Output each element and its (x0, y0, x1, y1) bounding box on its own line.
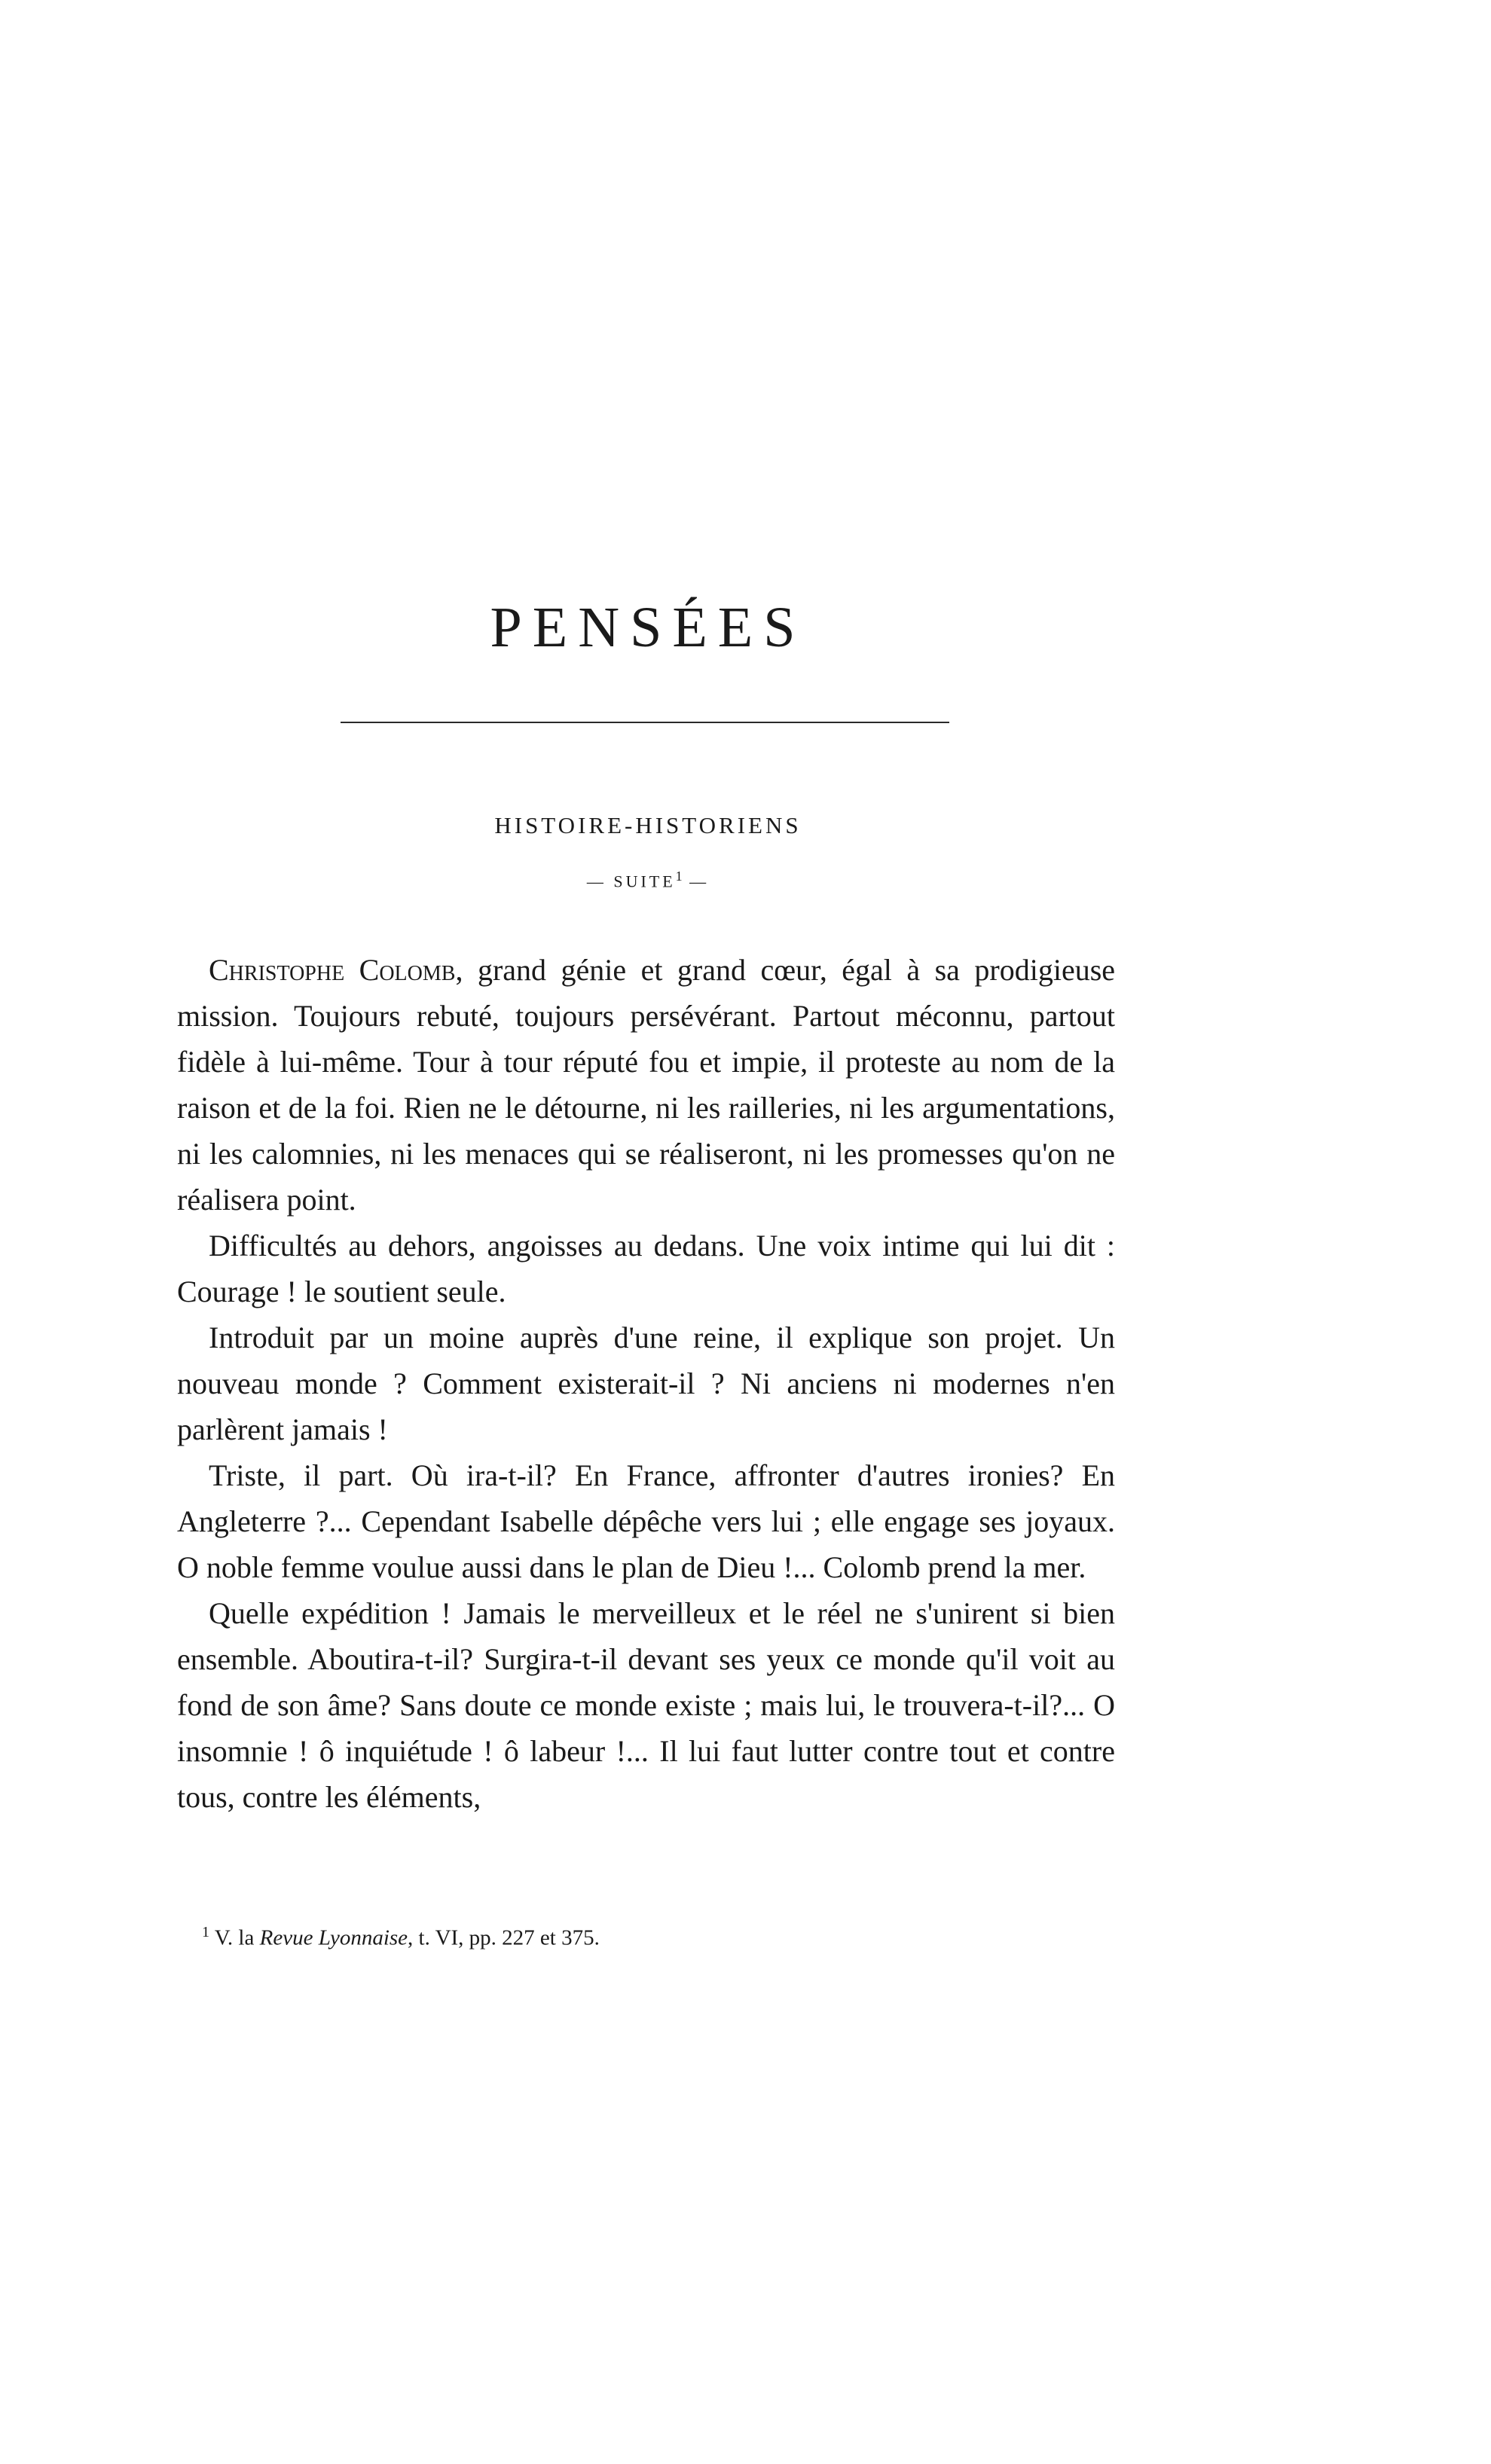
footnote-mark: 1 (202, 1924, 209, 1940)
paragraph (177, 947, 1115, 1223)
footnote-journal: Revue Lyonnaise (259, 1925, 408, 1950)
paragraph: Difficultés au dehors, angoisses au dedans. Une voix intime qui lui dit : Courage ! le soutient seule. (177, 1229, 1115, 1308)
suite-text: — SUITE (586, 872, 676, 891)
footnote-suffix: , t. VI, pp. 227 et 375. (408, 1925, 600, 1950)
suite-footnote-mark: 1 (675, 869, 683, 884)
paragraph: Quelle expédition ! Jamais le merveilleux et le réel ne s'unirent si bien ensemble. Aboutira-t-il? Surgira-t-il devant ses yeux ce monde qu'il voit au fond de son âme? Sans doute ce monde existe ; mais lui, le trouvera-t-il?... O insomnie ! ô inquiétude ! ô labeur !... Il lui faut lutter contre tout et contre tous, contre les éléments, (177, 1596, 1115, 1814)
paragraph-text: grand génie et grand cœur, égal à sa prodigieuse mission. Toujours rebuté, toujours persévérant. Partout méconnu, partout fidèle à lui-même. Tour à tour réputé fou et impie, il proteste au nom de la raison et de la foi. Rien ne le détourne, ni les railleries, ni les argumentations, ni les calomnies, ni les menaces qui se réaliseront, ni les promesses qu'on ne réalisera point. (177, 953, 1116, 1217)
paragraph: Introduit par un moine auprès d'une reine, il explique son projet. Un nouveau monde ? Comment existerait-il ? Ni anciens ni modernes n'en parlèrent jamais ! (177, 1321, 1115, 1446)
footnote-prefix: V. la (209, 1925, 260, 1950)
footnote (202, 1917, 1106, 1953)
paragraph-lead: Christophe Colomb, (209, 953, 463, 987)
title-divider (341, 722, 949, 723)
page-title: PENSÉES (490, 596, 806, 659)
paragraph: Triste, il part. Où ira-t-il? En France, affronter d'autres ironies? En Angleterre ?... Cependant Isabelle dépêche vers lui ; elle engage ses joyaux. O noble femme voulue aussi dans le plan de Dieu !... Colomb prend la mer. (177, 1458, 1115, 1584)
suite-dash: — (689, 872, 710, 891)
section-heading: HISTOIRE-HISTORIENS (494, 812, 802, 838)
body-text (177, 947, 1115, 1820)
suite-label (0, 869, 1296, 891)
